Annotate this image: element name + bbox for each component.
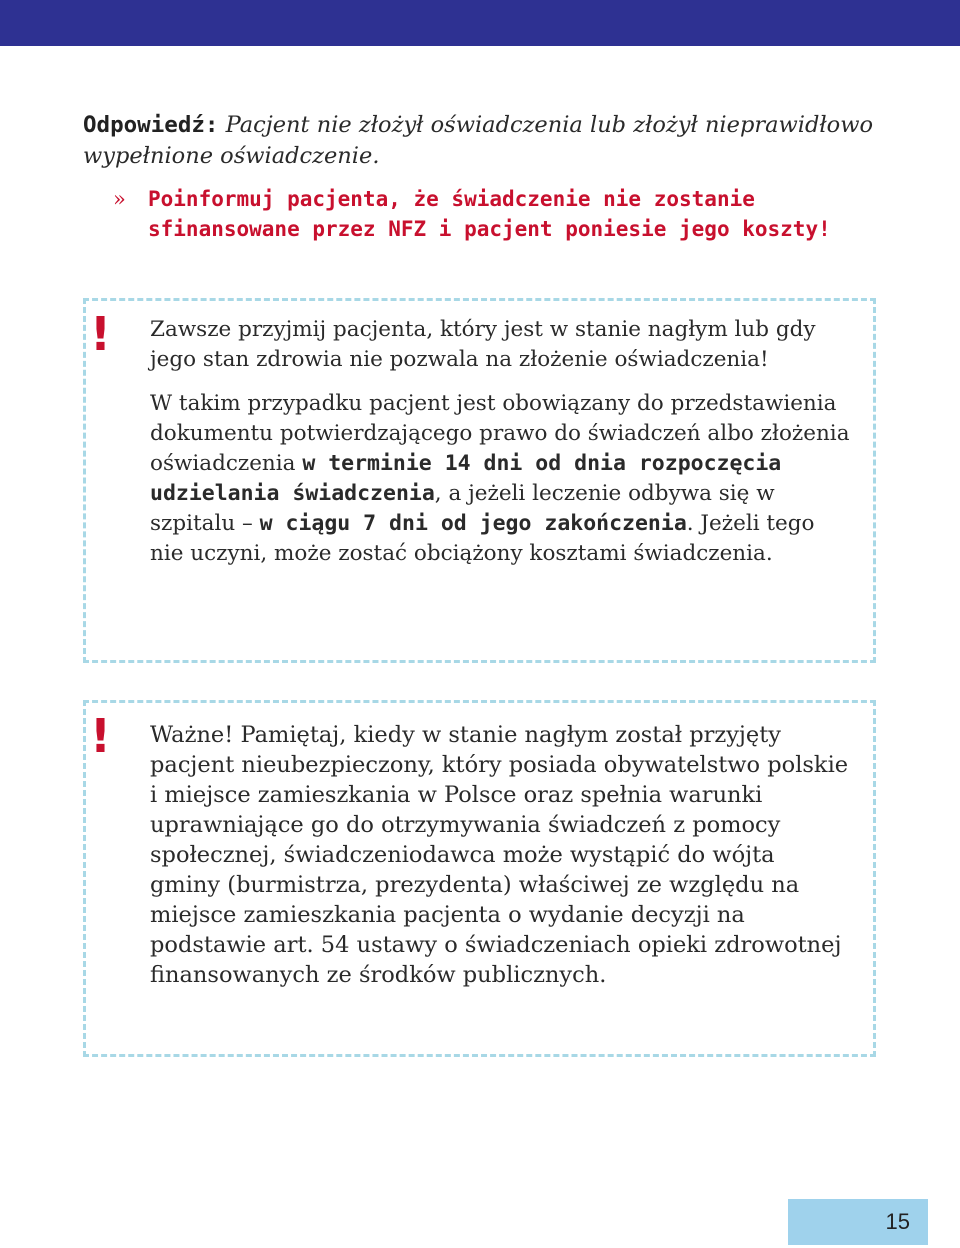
exclamation-icon: ! (90, 709, 111, 763)
notice-important-text: Ważne! Pamiętaj, kiedy w stanie nagłym został przyjęty pacjent nieubezpieczony, który posiada obywatelstwo polskie i miejsce zamieszkania w Polsce oraz spełnia warunki uprawniające go do otrzymywania świadczeń z pomocy społecznej, świadczeniodawca może wystąpić do wójta gminy (burmistrza, prezydenta) właściwej ze względu na miejsce zamieszkania pacjenta o wydanie decyzji na podstawie art. 54 ustawy o świadczeniach opieki zdrowotnej finansowanych ze środków publicznych. (150, 722, 849, 988)
notice-text-part: , a jeżeli leczenie odbywa się w szpitalu – (150, 481, 775, 536)
answer-label: Odpowiedź: (83, 112, 219, 138)
notice-content (150, 720, 850, 990)
answer-text: Pacjent nie złożył oświadczenia lub złożył nieprawidłowo wypełnione oświadczenie. (83, 112, 874, 169)
answer-paragraph (83, 110, 883, 172)
notice-paragraph-1: Zawsze przyjmij pacjenta, który jest w stanie nagłym lub gdy jego stan zdrowia nie pozwala na złożenie oświadczenia! (150, 317, 816, 372)
notice-text-part: W takim przypadku pacjent jest obowiązany do przedstawienia dokumentu potwierdzającego prawo do świadczeń albo złożenia oświadczenia (150, 391, 850, 476)
instruction-text: Poinformuj pacjenta, że świadczenie nie zostanie sfinansowane przez NFZ i pacjent poniesie jego koszty! (148, 187, 831, 241)
exclamation-icon: ! (90, 307, 111, 361)
notice-bold-deadline-14-days: w terminie 14 dni od dnia rozpoczęcia udzielania świadczenia (150, 451, 782, 506)
notice-content (150, 315, 850, 569)
page-number: 15 (788, 1199, 928, 1245)
instruction-paragraph (113, 184, 853, 244)
notice-bold-deadline-7-days: w ciągu 7 dni od jego zakończenia (259, 511, 687, 536)
notice-paragraph-2 (150, 389, 850, 569)
notice-box-emergency (83, 298, 876, 663)
top-header-bar (0, 0, 960, 46)
bullet-marker: » (113, 187, 126, 211)
notice-box-important (83, 700, 876, 1057)
notice-text-part: . Jeżeli tego nie uczyni, może zostać obciążony kosztami świadczenia. (150, 511, 815, 566)
